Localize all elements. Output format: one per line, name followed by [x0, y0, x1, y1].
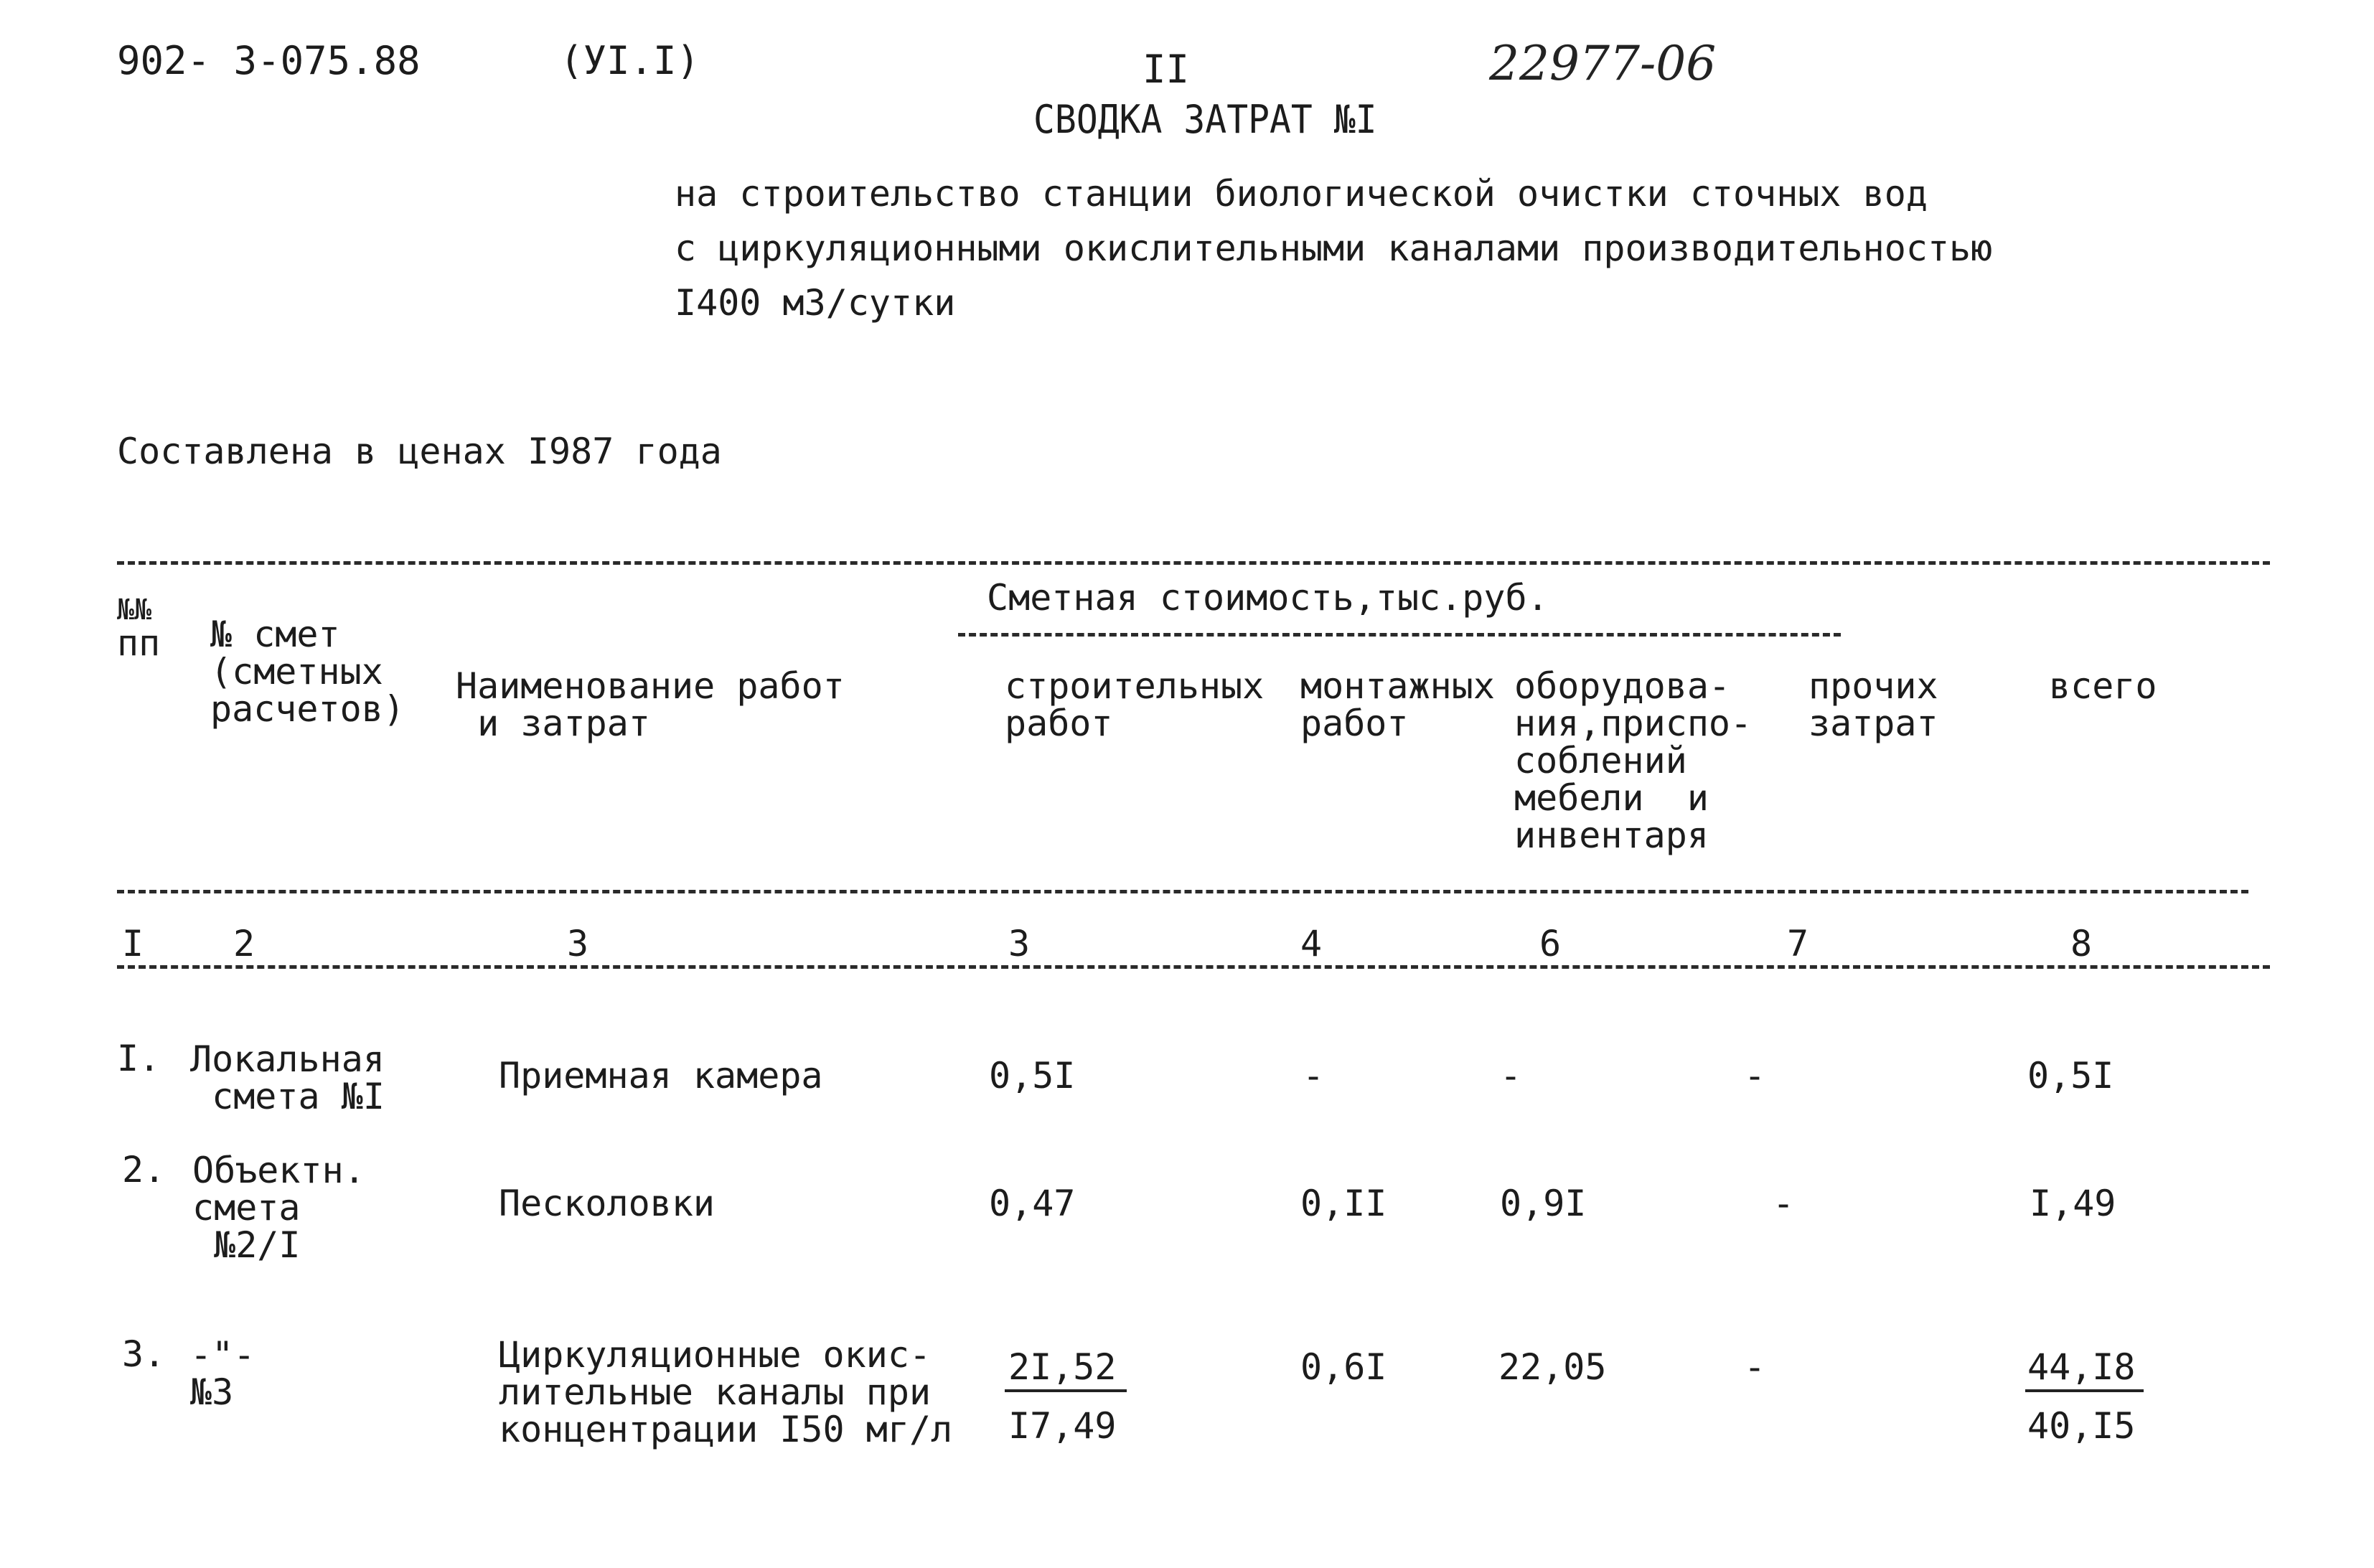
group-header-rule [958, 633, 1841, 637]
row-number: 2. [122, 1149, 166, 1191]
row-other-cost: - [1744, 1055, 1766, 1097]
handwritten-registration-number: 22977-06 [1489, 36, 1717, 91]
row-estimate-ref: Локальная смета №I [190, 1038, 385, 1117]
column-number-construction: 3 [1008, 923, 1031, 964]
col-header-number: №№ пп [117, 593, 161, 664]
row-other-cost: - [1773, 1183, 1795, 1224]
row-total-cost: I,49 [2030, 1183, 2116, 1224]
column-number-2: 2 [233, 923, 255, 964]
row-construction-cost: 0,47 [989, 1183, 1076, 1224]
row-equipment-cost: 22,05 [1498, 1346, 1607, 1388]
row-work-name: Циркуляционные окис- лительные каналы при концентрации I50 мг/л [499, 1334, 953, 1450]
row-construction-cost-lower: I7,49 [1008, 1405, 1117, 1447]
column-number-other: 7 [1787, 923, 1809, 964]
fraction-underline [1005, 1389, 1127, 1392]
row-estimate-ref: Объектн. смета №2/I [192, 1150, 365, 1266]
page-number: II [1143, 47, 1190, 92]
row-total-cost-lower: 40,I5 [2027, 1405, 2136, 1447]
row-equipment-cost: 0,9I [1500, 1183, 1587, 1224]
row-equipment-cost: - [1500, 1055, 1522, 1097]
col-header-work-name: Наименование работ и затрат [456, 665, 845, 744]
row-estimate-ref: -"- №3 [190, 1334, 255, 1413]
col-header-construction: строительных работ [1005, 665, 1265, 744]
subtitle-line-1: на строительство станции биологической очистки сточных вод [675, 173, 1928, 215]
col-header-estimate-number: № смет (сметных расчетов) [210, 614, 405, 730]
column-numbers-rule [117, 965, 2270, 969]
group-header-estimated-cost: Сметная стоимость,тыс.руб. [987, 577, 1549, 619]
col-header-equipment: оборудова- ния,приспо- соблений мебели и инвентаря [1514, 665, 1753, 856]
column-number-1: I [122, 923, 144, 964]
row-installation-cost: 0,6I [1300, 1346, 1387, 1388]
row-installation-cost: 0,II [1300, 1183, 1387, 1224]
row-construction-cost-upper: 2I,52 [1008, 1346, 1117, 1388]
row-total-cost: 0,5I [2027, 1055, 2114, 1097]
row-installation-cost: - [1303, 1055, 1325, 1097]
subtitle-line-3: I400 м3/сутки [675, 282, 956, 324]
column-number-3: 3 [567, 923, 589, 964]
col-header-other-costs: прочих затрат [1808, 665, 1938, 744]
row-number: 3. [122, 1333, 166, 1375]
document-title: СВОДКА ЗАТРАТ №I [1033, 97, 1377, 142]
column-number-total: 8 [2070, 923, 2093, 964]
table-top-rule [117, 561, 2270, 565]
document-code: 902- 3-075.88 [117, 38, 421, 83]
row-number: I. [117, 1038, 161, 1079]
row-total-cost-upper: 44,I8 [2027, 1346, 2136, 1388]
row-work-name: Приемная камера [499, 1055, 823, 1097]
row-construction-cost: 0,5I [989, 1055, 1076, 1097]
section-marker: (УI.I) [560, 38, 700, 83]
column-number-installation: 4 [1300, 923, 1323, 964]
row-other-cost: - [1744, 1346, 1766, 1388]
subtitle-line-2: с циркуляционными окислительными каналами производительностью [675, 227, 1993, 269]
col-header-total: всего [2049, 665, 2157, 707]
row-work-name: Песколовки [499, 1183, 716, 1224]
price-level-note: Составлена в ценах I987 года [117, 431, 722, 472]
fraction-underline [2025, 1389, 2144, 1392]
col-header-installation: монтажных работ [1300, 665, 1495, 744]
header-bottom-rule [117, 890, 2248, 893]
column-number-equipment: 6 [1539, 923, 1562, 964]
